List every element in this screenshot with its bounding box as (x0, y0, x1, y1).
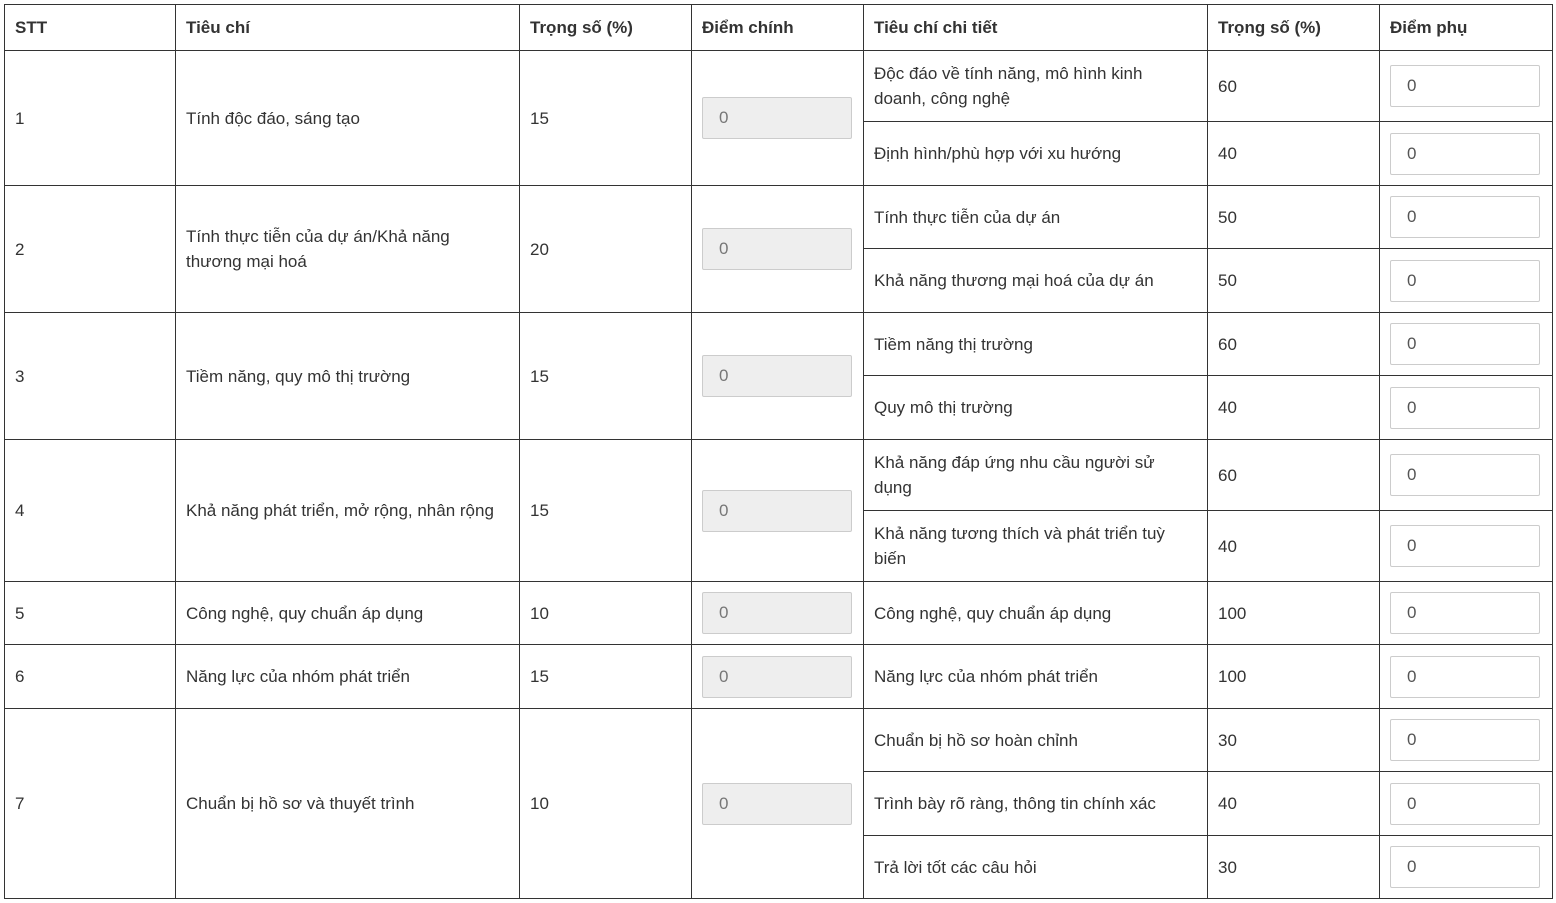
sub-weight-cell: 30 (1208, 836, 1380, 899)
stt-cell: 7 (5, 709, 176, 899)
header-sub-criterion: Tiêu chí chi tiết (864, 5, 1208, 51)
weight-cell: 15 (520, 440, 692, 582)
sub-criterion-cell: Khả năng đáp ứng nhu cầu người sử dụng (864, 440, 1208, 511)
sub-criterion-cell: Tiềm năng thị trường (864, 313, 1208, 376)
sub-score-cell (1380, 511, 1553, 582)
sub-weight-cell: 60 (1208, 440, 1380, 511)
weight-cell: 15 (520, 51, 692, 186)
table-row (5, 440, 1553, 511)
sub-weight-cell: 50 (1208, 249, 1380, 313)
sub-score-cell (1380, 836, 1553, 899)
sub-criterion-cell: Quy mô thị trường (864, 376, 1208, 440)
sub-score-input[interactable] (1390, 260, 1540, 302)
sub-criterion-cell: Trình bày rõ ràng, thông tin chính xác (864, 772, 1208, 836)
weight-cell: 10 (520, 709, 692, 899)
sub-score-cell (1380, 249, 1553, 313)
table-header (5, 5, 1553, 51)
sub-score-cell (1380, 122, 1553, 186)
header-main-score: Điểm chính (692, 5, 864, 51)
criterion-cell: Tiềm năng, quy mô thị trường (176, 313, 520, 440)
sub-weight-cell: 100 (1208, 645, 1380, 709)
main-score-cell (692, 709, 864, 899)
sub-score-input[interactable] (1390, 525, 1540, 567)
sub-criterion-cell: Khả năng thương mại hoá của dự án (864, 249, 1208, 313)
stt-cell: 6 (5, 645, 176, 709)
criterion-cell: Năng lực của nhóm phát triển (176, 645, 520, 709)
header-stt: STT (5, 5, 176, 51)
table-body (5, 51, 1553, 899)
table-row (5, 645, 1553, 709)
stt-cell: 5 (5, 582, 176, 645)
sub-score-input[interactable] (1390, 65, 1540, 107)
sub-score-input[interactable] (1390, 133, 1540, 175)
main-score-input[interactable] (702, 592, 852, 634)
sub-criterion-cell: Định hình/phù hợp với xu hướng (864, 122, 1208, 186)
main-score-input[interactable] (702, 490, 852, 532)
header-weight: Trọng số (%) (520, 5, 692, 51)
sub-criterion-cell: Năng lực của nhóm phát triển (864, 645, 1208, 709)
main-score-input[interactable] (702, 783, 852, 825)
sub-score-cell (1380, 709, 1553, 772)
sub-score-cell (1380, 772, 1553, 836)
sub-score-input[interactable] (1390, 196, 1540, 238)
criterion-cell: Khả năng phát triển, mở rộng, nhân rộng (176, 440, 520, 582)
main-score-cell (692, 186, 864, 313)
main-score-input[interactable] (702, 656, 852, 698)
sub-score-input[interactable] (1390, 454, 1540, 496)
main-score-cell (692, 582, 864, 645)
sub-criterion-cell: Tính thực tiễn của dự án (864, 186, 1208, 249)
table-row (5, 51, 1553, 122)
sub-weight-cell: 40 (1208, 376, 1380, 440)
header-sub-weight: Trọng số (%) (1208, 5, 1380, 51)
stt-cell: 3 (5, 313, 176, 440)
criterion-cell: Tính độc đáo, sáng tạo (176, 51, 520, 186)
main-score-cell (692, 51, 864, 186)
sub-weight-cell: 40 (1208, 772, 1380, 836)
sub-criterion-cell: Độc đáo về tính năng, mô hình kinh doanh, công nghệ (864, 51, 1208, 122)
sub-score-input[interactable] (1390, 719, 1540, 761)
stt-cell: 1 (5, 51, 176, 186)
table-row (5, 709, 1553, 772)
sub-weight-cell: 40 (1208, 122, 1380, 186)
sub-score-input[interactable] (1390, 656, 1540, 698)
main-score-input[interactable] (702, 97, 852, 139)
sub-weight-cell: 60 (1208, 51, 1380, 122)
scoring-table (4, 4, 1553, 899)
table-row (5, 313, 1553, 376)
sub-weight-cell: 50 (1208, 186, 1380, 249)
main-score-input[interactable] (702, 355, 852, 397)
weight-cell: 20 (520, 186, 692, 313)
main-score-cell (692, 645, 864, 709)
sub-score-cell (1380, 440, 1553, 511)
criterion-cell: Chuẩn bị hồ sơ và thuyết trình (176, 709, 520, 899)
criterion-cell: Tính thực tiễn của dự án/Khả năng thương mại hoá (176, 186, 520, 313)
sub-criterion-cell: Trả lời tốt các câu hỏi (864, 836, 1208, 899)
table-row (5, 186, 1553, 249)
sub-score-cell (1380, 51, 1553, 122)
sub-score-input[interactable] (1390, 323, 1540, 365)
weight-cell: 10 (520, 582, 692, 645)
weight-cell: 15 (520, 645, 692, 709)
main-score-cell (692, 313, 864, 440)
sub-score-cell (1380, 313, 1553, 376)
sub-score-input[interactable] (1390, 846, 1540, 888)
sub-weight-cell: 100 (1208, 582, 1380, 645)
main-score-cell (692, 440, 864, 582)
header-criterion: Tiêu chí (176, 5, 520, 51)
header-sub-score: Điểm phụ (1380, 5, 1553, 51)
sub-score-input[interactable] (1390, 783, 1540, 825)
sub-criterion-cell: Chuẩn bị hồ sơ hoàn chỉnh (864, 709, 1208, 772)
sub-score-input[interactable] (1390, 387, 1540, 429)
sub-weight-cell: 30 (1208, 709, 1380, 772)
sub-score-cell (1380, 582, 1553, 645)
sub-criterion-cell: Khả năng tương thích và phát triển tuỳ biến (864, 511, 1208, 582)
sub-score-cell (1380, 186, 1553, 249)
sub-weight-cell: 40 (1208, 511, 1380, 582)
stt-cell: 4 (5, 440, 176, 582)
stt-cell: 2 (5, 186, 176, 313)
main-score-input[interactable] (702, 228, 852, 270)
sub-weight-cell: 60 (1208, 313, 1380, 376)
criterion-cell: Công nghệ, quy chuẩn áp dụng (176, 582, 520, 645)
sub-criterion-cell: Công nghệ, quy chuẩn áp dụng (864, 582, 1208, 645)
sub-score-input[interactable] (1390, 592, 1540, 634)
sub-score-cell (1380, 645, 1553, 709)
weight-cell: 15 (520, 313, 692, 440)
sub-score-cell (1380, 376, 1553, 440)
table-row (5, 582, 1553, 645)
